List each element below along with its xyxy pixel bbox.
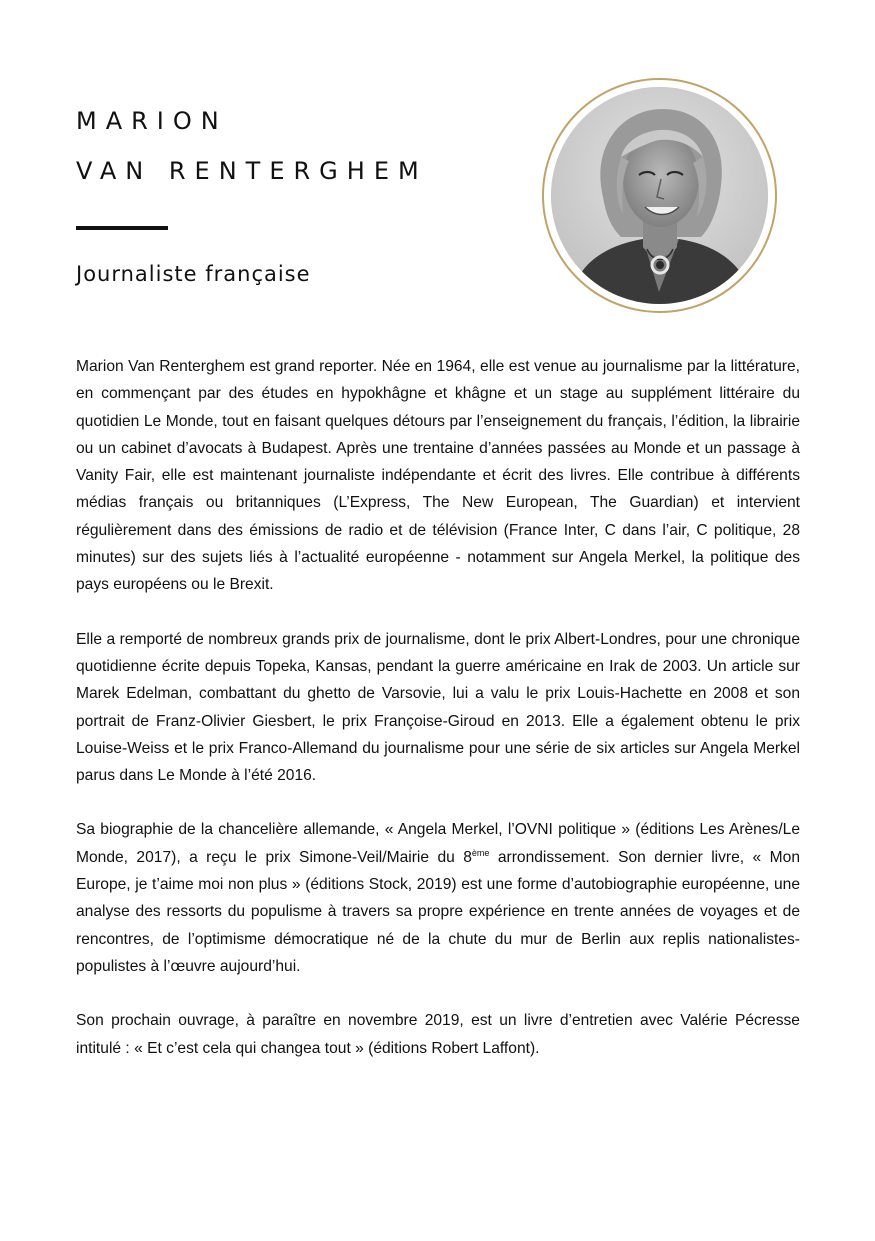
- name-last: VAN RENTERGHEM: [76, 157, 428, 185]
- portrait-frame: [542, 78, 777, 313]
- subtitle: Journaliste française: [76, 262, 311, 286]
- name-first: MARION: [76, 107, 228, 135]
- bio-paragraph-1: Marion Van Renterghem est grand reporter. Née en 1964, elle est venue au journalisme par la littérature, en commençant par des études en hypokhâgne et khâgne et un stage au supplément littéraire du quotidien Le Monde, tout en faisant quelques détours par l’enseignement du français, l’édition, la librairie ou un cabinet d’avocats à Budapest. Après une trentaine d’années passées au Monde et un passage à Vanity Fair, elle est maintenant journaliste indépendante et écrit des livres. Elle contribue à différents médias français ou britanniques (L’Express, The New European, The Guardian) et intervient régulièrement dans des émissions de radio et de télévision (France Inter, C dans l’air, C politique, 28 minutes) sur des sujets liés à l’actualité européenne - notamment sur Angela Merkel, la politique des pays européens ou le Brexit.: [76, 358, 800, 594]
- ordinal-superscript: ème: [471, 847, 490, 858]
- portrait-photo: [551, 87, 768, 304]
- bio-paragraph-3: [76, 816, 800, 980]
- bio-paragraph-4: Son prochain ouvrage, à paraître en novembre 2019, est un livre d’entretien avec Valérie Pécresse intitulé : « Et c’est cela qui changea tout » (éditions Robert Laffont).: [76, 1012, 800, 1057]
- bio-paragraph-3-end: arrondissement. Son dernier livre, « Mon Europe, je t’aime moi non plus » (éditions Stock, 2019) est une forme d’autobiographie européenne, une analyse des ressorts du populisme à travers sa propre expérience en trente années de voyages et de rencontres, de l’optimisme démocratique né de la chute du mur de Berlin aux replis nationalistes-populistes à l’œuvre aujourd’hui.: [76, 848, 800, 975]
- biography: [76, 353, 800, 1089]
- bio-paragraph-2: Elle a remporté de nombreux grands prix de journalisme, dont le prix Albert-Londres, pour une chronique quotidienne écrite depuis Topeka, Kansas, pendant la guerre américaine en Irak de 2003. Un article sur Marek Edelman, combattant du ghetto de Varsovie, lui a valu le prix Louis-Hachette en 2008 et son portrait de Franz-Olivier Giesbert, le prix Françoise-Giroud en 2013. Elle a également obtenu le prix Louise-Weiss et le prix Franco-Allemand du journalisme pour une série de six articles sur Angela Merkel parus dans Le Monde à l’été 2016.: [76, 630, 800, 785]
- bio-paragraph-3-start: Sa biographie de la chancelière allemande, « Angela Merkel, l’OVNI politique » (éditions Les Arènes/Le Monde, 2017), a reçu le prix Simone-Veil/Mairie du 8: [76, 821, 800, 866]
- title-divider: [76, 226, 168, 230]
- portrait-illustration: [551, 87, 768, 304]
